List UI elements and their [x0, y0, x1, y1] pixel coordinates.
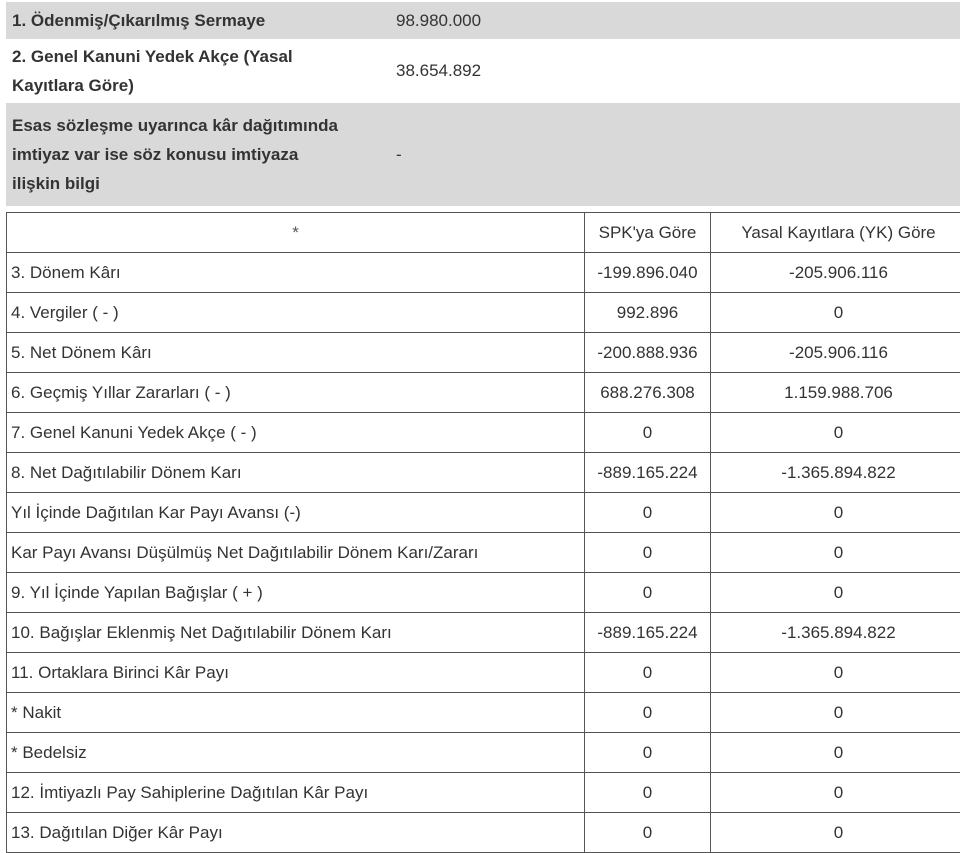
table-row	[7, 253, 960, 293]
row-yk-value: 1.159.988.706	[711, 373, 960, 413]
header-yk-column: Yasal Kayıtlara (YK) Göre	[711, 213, 960, 253]
table-row	[7, 813, 960, 853]
table-row	[7, 373, 960, 413]
table-row	[7, 533, 960, 573]
row-yk-value: 0	[711, 413, 960, 453]
row-label: Kar Payı Avansı Düşülmüş Net Dağıtılabilir Dönem Karı/Zararı	[7, 533, 585, 573]
info-label: Esas sözleşme uyarınca kâr dağıtımında imtiyaz var ise söz konusu imtiyaza ilişkin bilgi	[6, 103, 388, 206]
row-label: * Nakit	[7, 693, 585, 733]
header-spk-column: SPK'ya Göre	[585, 213, 711, 253]
row-yk-value: 0	[711, 773, 960, 813]
row-yk-value: -1.365.894.822	[711, 613, 960, 653]
info-value: -	[388, 103, 960, 206]
row-yk-value: 0	[711, 493, 960, 533]
row-spk-value: -889.165.224	[585, 613, 711, 653]
profit-distribution-table	[6, 212, 960, 853]
info-label: 2. Genel Kanuni Yedek Akçe (Yasal Kayıtlara Göre)	[6, 39, 388, 103]
row-yk-value: 0	[711, 693, 960, 733]
table-row	[7, 653, 960, 693]
table-row	[7, 773, 960, 813]
info-value: 38.654.892	[388, 39, 960, 103]
table-row	[7, 293, 960, 333]
row-yk-value: 0	[711, 733, 960, 773]
row-yk-value: 0	[711, 573, 960, 613]
capital-info-table	[6, 2, 960, 206]
table-row	[7, 333, 960, 373]
row-label: 10. Bağışlar Eklenmiş Net Dağıtılabilir Dönem Karı	[7, 613, 585, 653]
row-yk-value: -1.365.894.822	[711, 453, 960, 493]
info-label: 1. Ödenmiş/Çıkarılmış Sermaye	[6, 2, 388, 39]
row-label: 7. Genel Kanuni Yedek Akçe ( - )	[7, 413, 585, 453]
row-label: 5. Net Dönem Kârı	[7, 333, 585, 373]
row-label: 13. Dağıtılan Diğer Kâr Payı	[7, 813, 585, 853]
table-row	[7, 493, 960, 533]
row-spk-value: 0	[585, 413, 711, 453]
row-spk-value: 0	[585, 533, 711, 573]
row-label: 8. Net Dağıtılabilir Dönem Karı	[7, 453, 585, 493]
table-body	[7, 253, 960, 853]
row-spk-value: -199.896.040	[585, 253, 711, 293]
row-yk-value: -205.906.116	[711, 253, 960, 293]
table-row	[7, 413, 960, 453]
row-spk-value: 992.896	[585, 293, 711, 333]
table-row	[7, 453, 960, 493]
table-row	[7, 733, 960, 773]
row-label: 9. Yıl İçinde Yapılan Bağışlar ( + )	[7, 573, 585, 613]
row-label: * Bedelsiz	[7, 733, 585, 773]
row-label: 12. İmtiyazlı Pay Sahiplerine Dağıtılan Kâr Payı	[7, 773, 585, 813]
row-spk-value: -889.165.224	[585, 453, 711, 493]
row-spk-value: 0	[585, 733, 711, 773]
info-row-paid-capital	[6, 2, 960, 39]
row-spk-value: -200.888.936	[585, 333, 711, 373]
row-label: 3. Dönem Kârı	[7, 253, 585, 293]
row-yk-value: 0	[711, 293, 960, 333]
table-row	[7, 613, 960, 653]
row-yk-value: -205.906.116	[711, 333, 960, 373]
row-spk-value: 688.276.308	[585, 373, 711, 413]
row-spk-value: 0	[585, 653, 711, 693]
table-row	[7, 693, 960, 733]
row-label: 4. Vergiler ( - )	[7, 293, 585, 333]
row-yk-value: 0	[711, 533, 960, 573]
info-value: 98.980.000	[388, 2, 960, 39]
row-spk-value: 0	[585, 693, 711, 733]
row-yk-value: 0	[711, 653, 960, 693]
row-spk-value: 0	[585, 573, 711, 613]
info-row-legal-reserve	[6, 39, 960, 103]
row-spk-value: 0	[585, 773, 711, 813]
row-label: Yıl İçinde Dağıtılan Kar Payı Avansı (-)	[7, 493, 585, 533]
row-spk-value: 0	[585, 813, 711, 853]
row-spk-value: 0	[585, 493, 711, 533]
table-row	[7, 573, 960, 613]
row-label: 11. Ortaklara Birinci Kâr Payı	[7, 653, 585, 693]
table-header-row	[7, 213, 960, 253]
info-row-privilege	[6, 103, 960, 206]
row-yk-value: 0	[711, 813, 960, 853]
header-label-column: *	[7, 213, 585, 253]
row-label: 6. Geçmiş Yıllar Zararları ( - )	[7, 373, 585, 413]
